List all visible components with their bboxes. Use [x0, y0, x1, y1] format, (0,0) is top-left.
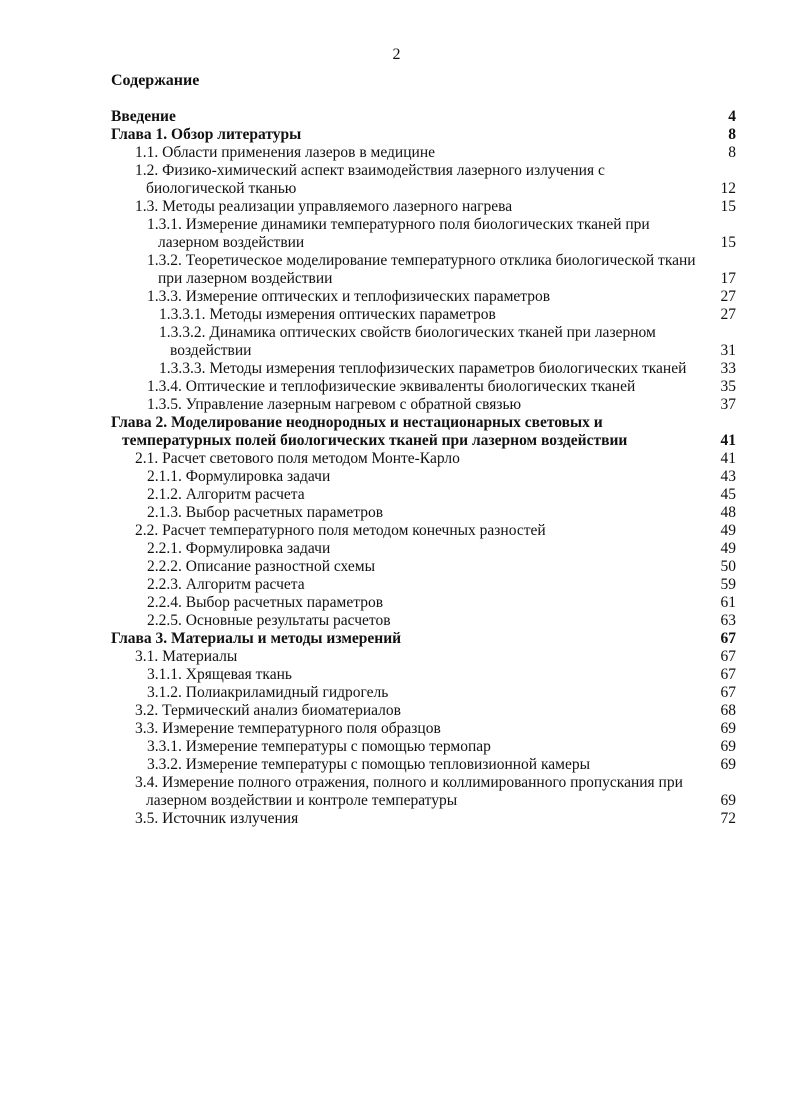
toc-entry-ch3: Глава 3. Материалы и методы измерений 67	[111, 630, 736, 647]
toc-entry-1-2: 1.2. Физико-химический аспект взаимодействия лазерного излучения с биологической тканью 12	[135, 162, 736, 197]
toc-entry-3-3-2: 3.3.2. Измерение температуры с помощью тепловизионной камеры 69	[147, 756, 736, 773]
toc-entry-2-2-2: 2.2.2. Описание разностной схемы 50	[147, 558, 736, 575]
toc-entry-1-3-3-2: 1.3.3.2. Динамика оптических свойств биологических тканей при лазерном воздействии 31	[159, 324, 736, 359]
toc-entry-3-3-1: 3.3.1. Измерение температуры с помощью термопар 69	[147, 738, 736, 755]
toc-entry-2-1-3: 2.1.3. Выбор расчетных параметров 48	[147, 504, 736, 521]
toc-entry-2-2: 2.2. Расчет температурного поля методом конечных разностей 49	[135, 522, 736, 539]
toc-entry-2-2-1: 2.2.1. Формулировка задачи 49	[147, 540, 736, 557]
toc-entry-1-3-2: 1.3.2. Теоретическое моделирование температурного отклика биологической ткани при лазерном воздействии 17	[147, 252, 736, 287]
toc-entry-3-3: 3.3. Измерение температурного поля образцов 69	[135, 720, 736, 737]
toc-entry-3-4: 3.4. Измерение полного отражения, полного и коллимированного пропускания при лазерном воздействии и контроле температуры 69	[135, 774, 736, 809]
toc-entry-3-1-1: 3.1.1. Хрящевая ткань 67	[147, 666, 736, 683]
toc-entry-intro: Введение 4	[111, 108, 736, 125]
toc-entry-ch2: Глава 2. Моделирование неоднородных и нестационарных световых и температурных полей биологических тканей при лазерном воздействии 41	[111, 414, 736, 449]
table-of-contents	[111, 108, 736, 828]
toc-entry-1-3-3: 1.3.3. Измерение оптических и теплофизических параметров 27	[147, 288, 736, 305]
toc-entry-1-3-1: 1.3.1. Измерение динамики температурного поля биологических тканей при лазерном воздействии 15	[147, 216, 736, 251]
toc-entry-3-5: 3.5. Источник излучения 72	[135, 810, 736, 827]
toc-entry-3-2: 3.2. Термический анализ биоматериалов 68	[135, 702, 736, 719]
toc-entry-1-3-5: 1.3.5. Управление лазерным нагревом с обратной связью 37	[147, 396, 736, 413]
toc-title: Содержание	[111, 72, 200, 89]
toc-entry-1-1: 1.1. Области применения лазеров в медицине 8	[135, 144, 736, 161]
toc-entry-1-3-3-1: 1.3.3.1. Методы измерения оптических параметров 27	[159, 306, 736, 323]
toc-entry-1-3-3-3: 1.3.3.3. Методы измерения теплофизических параметров биологических тканей 33	[159, 360, 736, 377]
toc-entry-3-1-2: 3.1.2. Полиакриламидный гидрогель 67	[147, 684, 736, 701]
toc-entry-2-2-3: 2.2.3. Алгоритм расчета 59	[147, 576, 736, 593]
toc-entry-2-1-2: 2.1.2. Алгоритм расчета 45	[147, 486, 736, 503]
toc-entry-2-1-1: 2.1.1. Формулировка задачи 43	[147, 468, 736, 485]
toc-entry-2-1: 2.1. Расчет светового поля методом Монте-Карло 41	[135, 450, 736, 467]
page-number: 2	[392, 46, 401, 63]
toc-entry-1-3-4: 1.3.4. Оптические и теплофизические эквиваленты биологических тканей 35	[147, 378, 736, 395]
toc-entry-2-2-5: 2.2.5. Основные результаты расчетов 63	[147, 612, 736, 629]
toc-entry-ch1: Глава 1. Обзор литературы 8	[111, 126, 736, 143]
toc-entry-1-3: 1.3. Методы реализации управляемого лазерного нагрева 15	[135, 198, 736, 215]
toc-entry-3-1: 3.1. Материалы 67	[135, 648, 736, 665]
toc-entry-2-2-4: 2.2.4. Выбор расчетных параметров 61	[147, 594, 736, 611]
